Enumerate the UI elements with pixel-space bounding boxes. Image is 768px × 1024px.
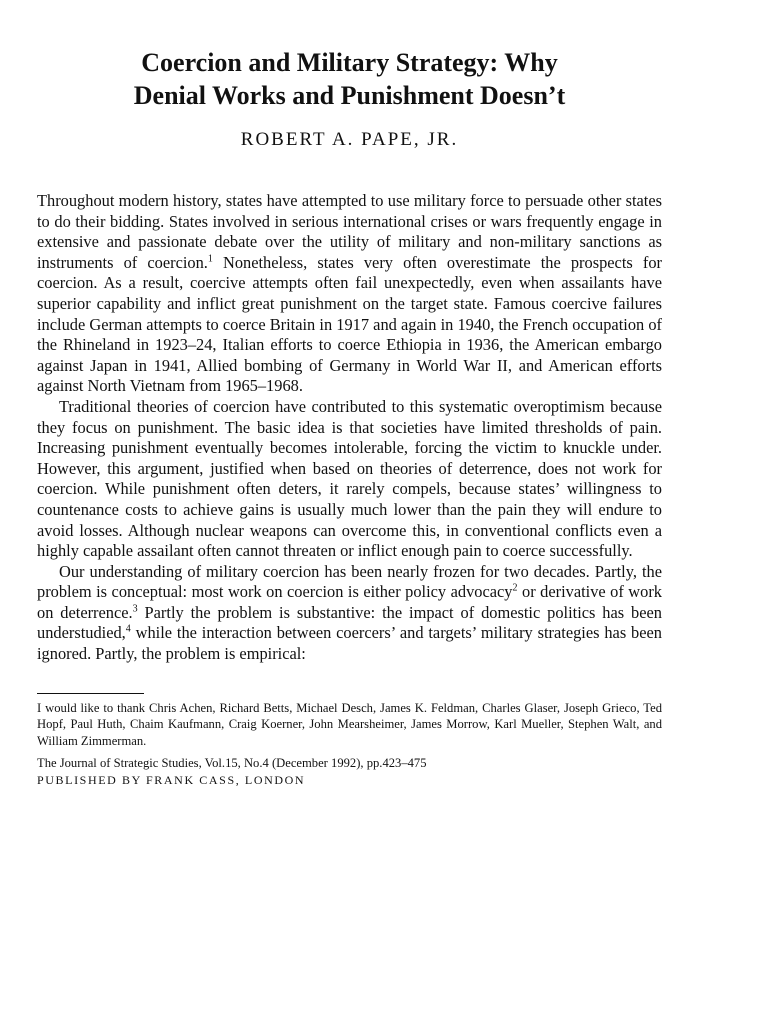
paragraph-1: Throughout modern history, states have attempted to use military force to persuade other states to do their bidding. States involved in serious international crises or wars frequently engage in extensive and passionate debate over the utility of military and non-military sanctions as instruments of coercion.$^1$ Nonetheless, states very often overestimate the prospects for coercion. As a result, coercive attempts often fail unexpectedly, even when assailants have superior capability and inflict great punishment on the target state. Famous coercive failures include German attempts to coerce Britain in 1917 and again in 1940, the French occupation of the Rhineland in 1923–24, Italian efforts to coerce Ethiopia in 1936, the American embargo against Japan in 1941, Allied bombing of Germany in World War II, and American efforts against North Vietnam from 1965–1968. <box>37 191 662 396</box>
journal-citation: The Journal of Strategic Studies, Vol.15, No.4 (December 1992), pp.423–475 <box>37 756 427 771</box>
title-line-1: Coercion and Military Strategy: Why <box>141 48 558 77</box>
footnote-marker-4: 4 <box>125 624 131 635</box>
footnote-divider <box>37 693 144 694</box>
article-title <box>37 46 662 112</box>
title-line-2: Denial Works and Punishment Doesn’t <box>133 81 566 110</box>
paragraph-2: Traditional theories of coercion have contributed to this systematic overoptimism because they focus on punishment. The basic idea is that societies have limited thresholds of pain. Increasing punishment eventually becomes intolerable, forcing the victim to knuckle under. However, this argument, justified when based on theories of deterrence, does not work for coercion. While punishment often deters, it rarely compels, because states’ willingness to countenance costs to achieve gains is usually much lower than the pain they will endure to avoid losses. Although nuclear weapons can overcome this, in conventional conflicts even a highly capable assailant often cannot threaten or inflict enough pain to coerce successfully. <box>37 396 662 561</box>
acknowledgement-footnote: I would like to thank Chris Achen, Richard Betts, Michael Desch, James K. Feldman, Charles Glaser, Joseph Grieco, Ted Hopf, Paul Huth, Chaim Kaufmann, Craig Koerner, John Mearsheimer, James Morrow, Karl Mueller, Stephen Walt, and William Zimmerman. <box>37 700 662 748</box>
article-body <box>37 191 662 665</box>
footnote-marker-2: 2 <box>512 582 518 594</box>
paragraph-3: Our understanding of military coercion has been nearly frozen for two decades. Partly, the problem is conceptual: most work on coercion is either policy advocacy$^2$ or derivative of work on deterrence.$^3$ Partly the problem is substantive: the impact of domestic politics has been understudied,$^4$ while the interaction between coercers’ and targets’ military strategies has been ignored. Partly, the problem is empirical: <box>37 561 663 664</box>
author-name: ROBERT A. PAPE, JR. <box>240 129 459 150</box>
article-page <box>37 46 662 788</box>
footnote-marker-3: 3 <box>132 603 138 615</box>
publisher-line: PUBLISHED BY FRANK CASS, LONDON <box>37 772 306 787</box>
footnote-marker-1: 1 <box>207 253 213 265</box>
